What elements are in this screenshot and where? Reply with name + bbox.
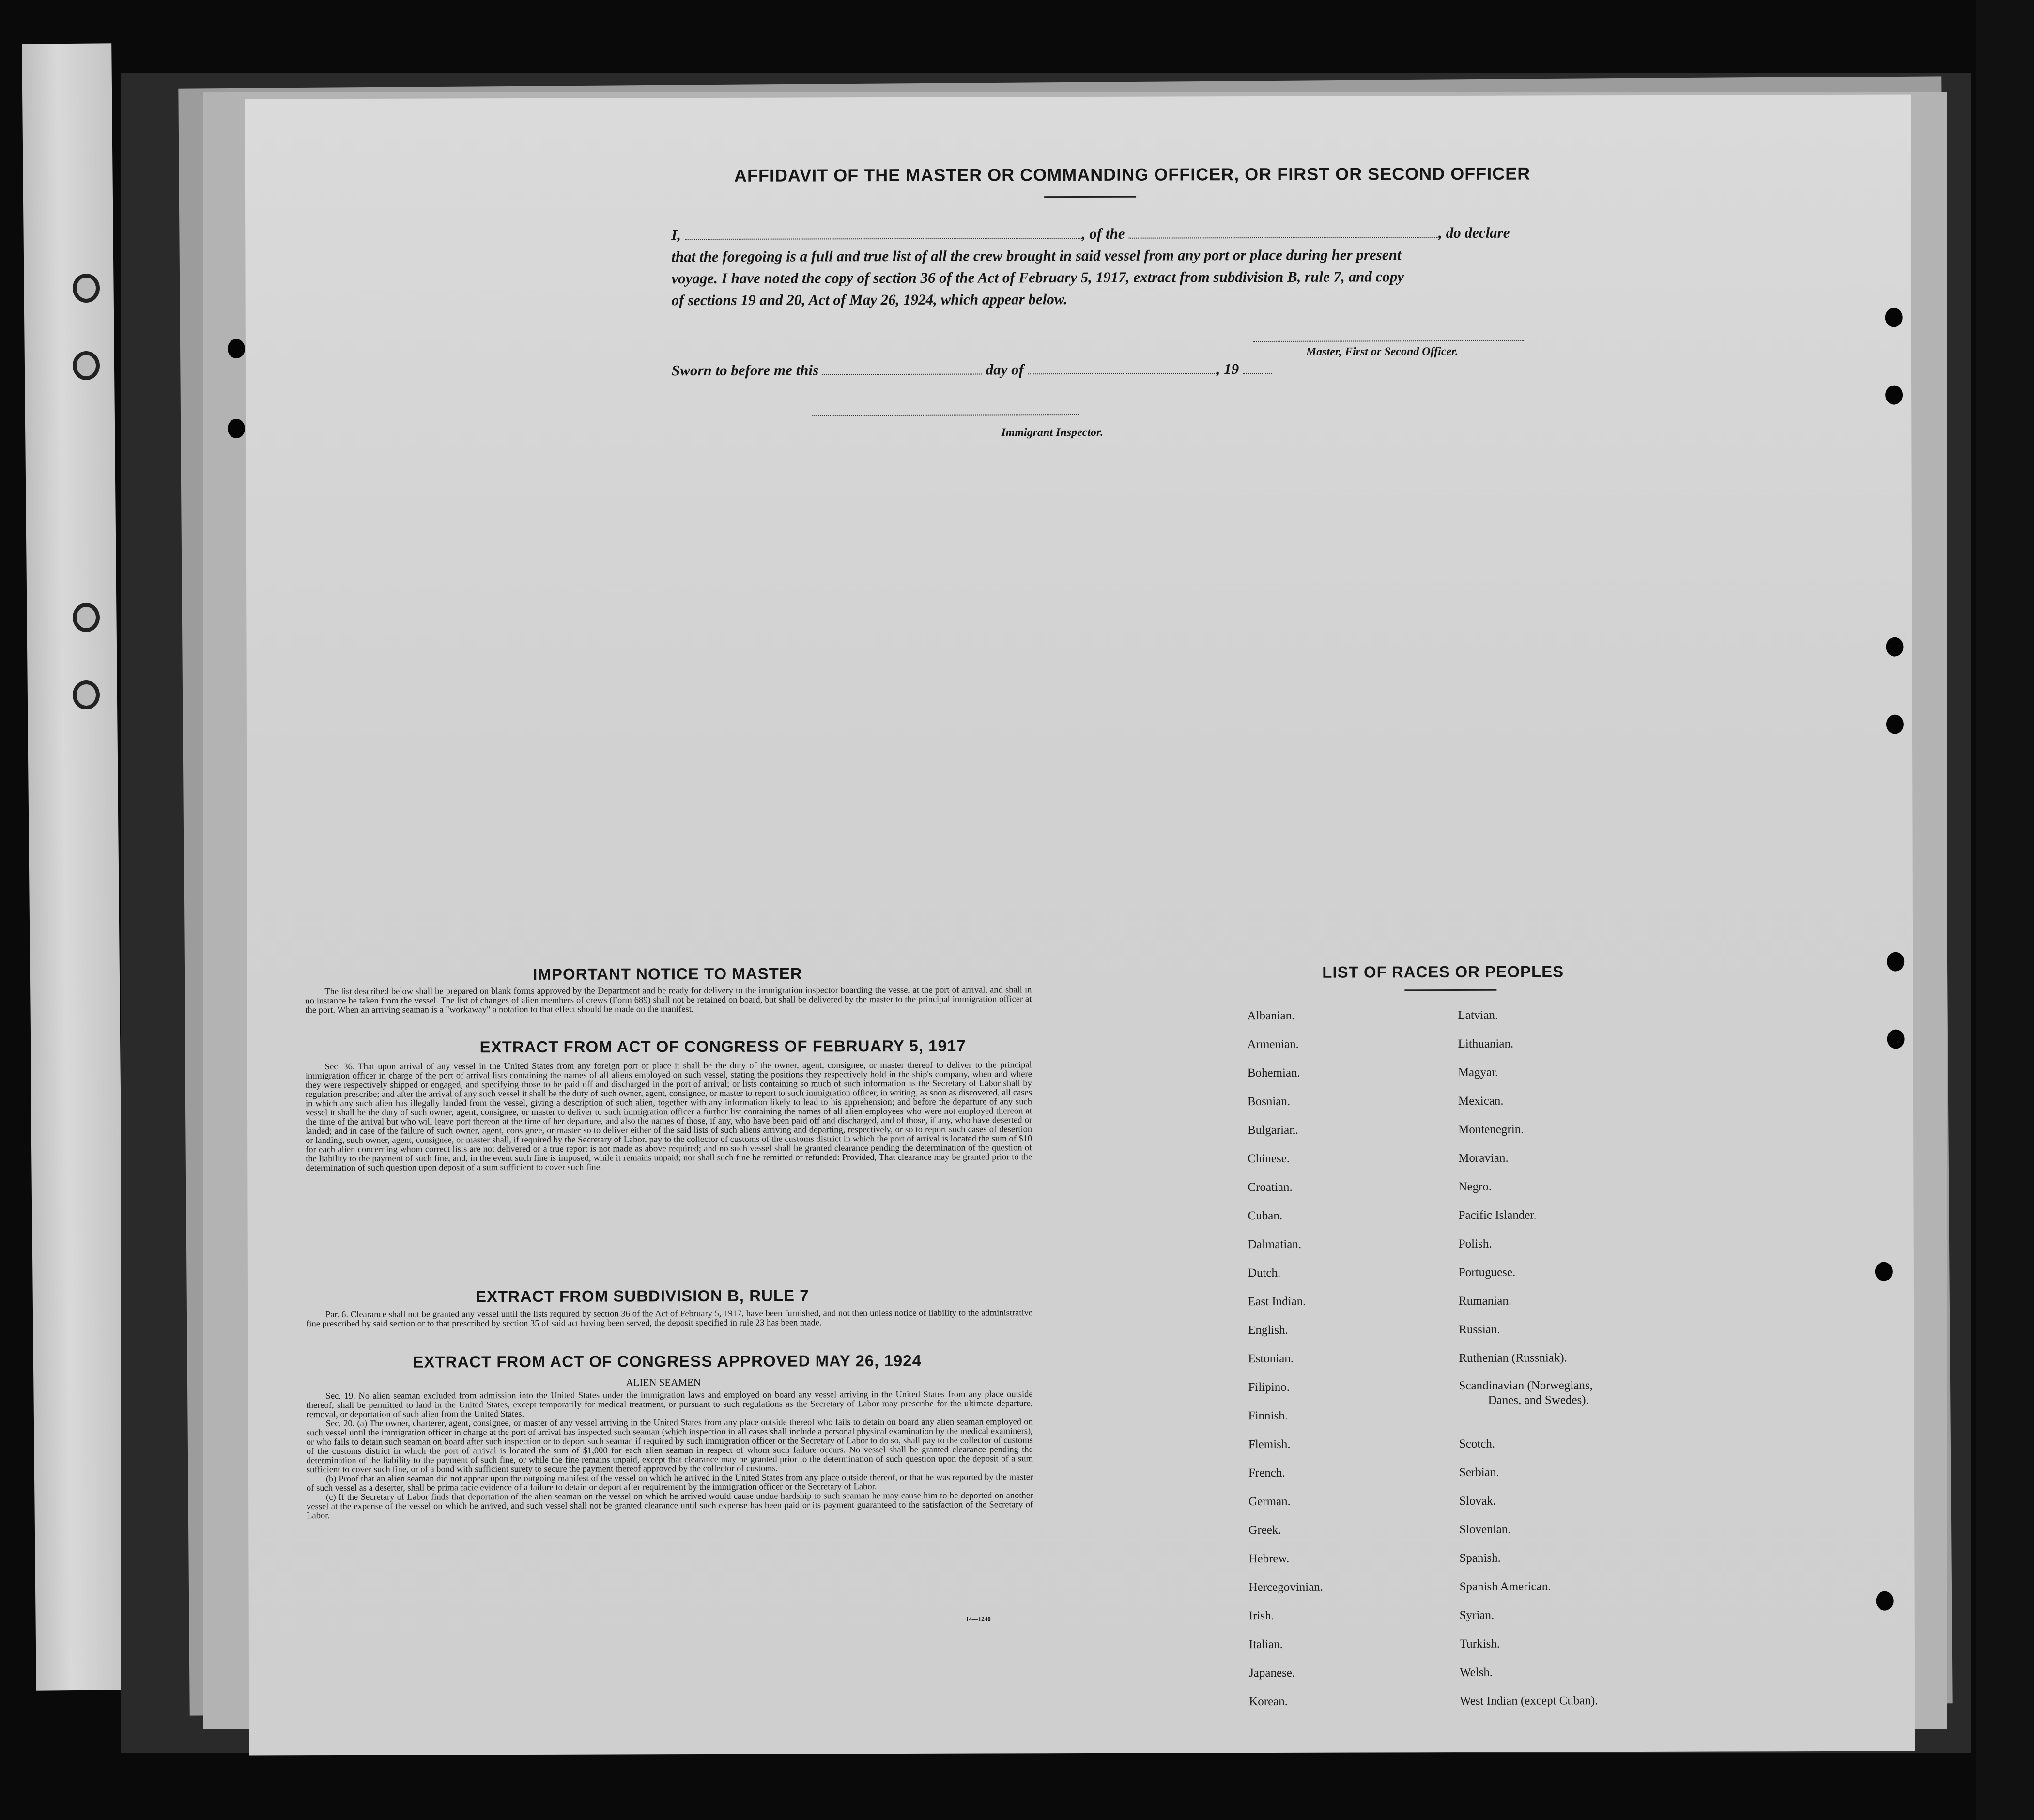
sworn-day-field[interactable] (822, 374, 982, 375)
punch-hole (73, 351, 100, 380)
affidavit-title: AFFIDAVIT OF THE MASTER OR COMMANDING OFFICER, OR FIRST OR SECOND OFFICER (734, 163, 1531, 185)
race-left: Irish. (1248, 1609, 1274, 1623)
punch-hole (73, 274, 100, 303)
race-right: Lithuanian. (1458, 1037, 1514, 1050)
race-left: Albanian. (1247, 1009, 1295, 1023)
punch-hole (228, 419, 245, 438)
race-right: West Indian (except Cuban). (1460, 1694, 1598, 1708)
extract-1924-title: EXTRACT FROM ACT OF CONGRESS APPROVED MAY 26, 1924 (413, 1351, 922, 1371)
race-right: Slovenian. (1459, 1523, 1511, 1536)
race-right-continuation: Danes, and Swedes). (1488, 1393, 1589, 1407)
crew-manifest-affidavit-page (245, 95, 1915, 1756)
sec20c-paragraph: (c) If the Secretary of Labor finds that deportation of the alien seaman on the vessel on which he arrived would cause undue hardship to such seaman he may cause him to be deported on another vessel at the expense of the vessel on which he arrived, and such vessel shall not be granted clearance until such expense has been paid or its payment guaranteed to the satisfaction of the Secretary of Labor. (307, 1491, 1033, 1521)
inspector-label: Immigrant Inspector. (1001, 426, 1104, 439)
sec20b-paragraph: (b) Proof that an alien seaman did not appear upon the outgoing manifest of the vessel on which he arrived in the United States from any place outside thereof, or that he was reported by the master of such vessel as a deserter, shall be prima facie evidence of a failure to detain or deport after requirement by the immigration officer or the Secretary of Labor. (307, 1472, 1033, 1494)
race-right: Syrian. (1459, 1608, 1495, 1622)
sworn-month-field[interactable] (1028, 373, 1217, 374)
sworn-year-field[interactable] (1243, 373, 1272, 374)
race-right: Spanish. (1459, 1551, 1501, 1565)
race-left: French. (1248, 1466, 1285, 1480)
race-right: Magyar. (1458, 1065, 1498, 1079)
race-right: Welsh. (1460, 1666, 1493, 1679)
races-title-rule (1404, 989, 1496, 991)
extract-1924-text (307, 1390, 1033, 1521)
sec36-paragraph: Sec. 36. That upon arrival of any vessel in the United States from any foreign port or place it shall be the duty of the owner, agent, consignee, or master thereof to deliver to the principal immigration officer in charge of the port of arrival lists containing the names of all aliens employed on such vessel, stating the positions they respectively hold in the ship's company, when and where they were respectively shipped or engaged, and specifying those to be paid off and discharged in the port of arrival; or lists containing so much of such information as the Secretary of Labor shall by regulation prescribe; and after the arrival of any such vessel it shall be the duty of such owner, agent, consignee, or master to report to such immigration officer, in writing, as soon as discovered, all cases in which any such alien has illegally landed from the vessel, giving a description of such alien, together with any information likely to lead to his apprehension; and before the departure of any such vessel it shall be the duty of such owner, agent, consignee, or master to deliver to such immigration officer a further list containing the names of all alien employees who were not employed thereon at the time of the arrival but who will leave port thereon at the time of her departure, and also the names of those, if any, who have been paid off and discharged, and of those, if any, who have deserted or landed; and in case of the failure of such owner, agent, consignee, or master so to deliver either of the said lists of such aliens arriving and departing, respectively, or so to report such cases of desertion or landing, such owner, agent, consignee, or master shall, if required by the Secretary of Labor, pay to the collector of customs of the customs district in which the port of arrival is located the sum of $10 for each alien concerning whom correct lists are not delivered or a true report is not made as above required; and no such vessel shall be granted clearance pending the determination of the question of the liability to the payment of such fine, and, in the event such fine is imposed, while it remains unpaid; nor shall such fine be remitted or refunded: Provided, That clearance may be granted prior to the determination of such question upon deposit of a sum sufficient to cover such fine. (305, 1060, 1032, 1173)
race-right: Ruthenian (Russniak). (1459, 1351, 1567, 1365)
notice-paragraph: The list described below shall be prepared on blank forms approved by the Department and be ready for delivery to the immigration inspector boarding the vessel at the port of arrival, and shall in no instance be taken from the vessel. The list of changes of alien members of crews (Form 689) shall not be retained on board, but shall be delivered by the master to the principal immigration officer at the port. When an arriving seaman is a "workaway" a notation to that effect should be made on the manifest. (305, 985, 1032, 1016)
punch-hole (1886, 715, 1904, 734)
affidavit-line-2: that the foregoing is a full and true list of all the crew brought in said vessel from any port or place during her present (671, 246, 1402, 265)
binder-right-edge (1976, 0, 2034, 1820)
notice-title: IMPORTANT NOTICE TO MASTER (533, 964, 802, 983)
race-left: Croatian. (1248, 1180, 1293, 1194)
race-right: Serbian. (1459, 1465, 1499, 1479)
inspector-signature-line[interactable] (812, 414, 1079, 416)
race-left: Italian. (1248, 1637, 1283, 1651)
race-right: Montenegrin. (1458, 1123, 1524, 1136)
sec20a-paragraph: Sec. 20. (a) The owner, charterer, agent, consignee, or master of any vessel arriving in the United States from any place outside thereof who fails to detain on board any alien seaman employed on such vessel until the immigration officer in charge at the port of arrival has inspected such seaman (which inspection in all cases shall include a personal physical examination by the medical examiners), or who fails to detain such seaman on board after such inspection or to deport such seaman if required by such immigration officer or the Secretary of Labor to do so, shall pay to the collector of customs of the customs district in which the port of arrival is located the sum of $1,000 for each alien seaman in respect of whom such failure occurs. No vessel shall be granted clearance pending the determination of the liability to the payment of such fine, or while the fine remains unpaid, except that clearance may be granted prior to the determination of such question upon the deposit of a sum sufficient to cover such fine, or of a bond with sufficient surety to secure the payment thereof approved by the collector of customs. (306, 1417, 1033, 1475)
race-right: Portuguese. (1458, 1265, 1516, 1279)
punch-hole (228, 339, 245, 358)
affidavit-line-3: voyage. I have noted the copy of section 36 of the Act of February 5, 1917, extract from subdivision B, rule 7, and copy (671, 268, 1404, 287)
race-left: Cuban. (1248, 1209, 1283, 1223)
race-right: Moravian. (1458, 1151, 1509, 1165)
race-left: Japanese. (1249, 1666, 1295, 1680)
punch-hole (73, 680, 100, 709)
race-right: Slovak. (1459, 1494, 1496, 1508)
race-left: Filipino. (1248, 1380, 1290, 1394)
punch-hole (1875, 1262, 1893, 1281)
extract-1917-title: EXTRACT FROM ACT OF CONGRESS OF FEBRUARY 5, 1917 (479, 1036, 966, 1056)
race-left: Bohemian. (1247, 1066, 1300, 1080)
extract-1917-text (306, 1061, 1032, 1173)
punch-hole (1887, 1030, 1905, 1049)
race-left: Greek. (1248, 1523, 1281, 1537)
punch-hole (1887, 952, 1904, 972)
race-left: Finnish. (1248, 1409, 1288, 1423)
race-right: Pacific Islander. (1458, 1208, 1537, 1222)
race-left: Dutch. (1248, 1266, 1281, 1280)
race-left: Estonian. (1248, 1352, 1294, 1366)
race-left: Chinese. (1248, 1152, 1290, 1166)
race-left: Armenian. (1247, 1037, 1299, 1051)
punch-hole (1885, 386, 1903, 405)
race-left: Flemish. (1248, 1437, 1291, 1451)
sworn-label: Sworn to before me this (671, 361, 819, 379)
race-right: Polish. (1458, 1237, 1492, 1250)
alien-seamen-subtitle: ALIEN SEAMEN (626, 1376, 701, 1388)
vessel-name-field[interactable] (1128, 237, 1438, 239)
affidavit-line-1 (671, 224, 1510, 244)
race-right: Scandinavian (Norwegians, (1459, 1379, 1593, 1392)
race-left: Hercegovinian. (1248, 1580, 1324, 1594)
form-number: 14—1240 (965, 1615, 991, 1623)
notice-text (305, 986, 1032, 1015)
master-signature-label: Master, First or Second Officer. (1306, 345, 1459, 358)
punch-hole (1876, 1591, 1894, 1611)
race-right: Mexican. (1458, 1094, 1504, 1108)
affidavit-i: I, (671, 226, 681, 244)
race-right: Negro. (1458, 1180, 1492, 1193)
punch-hole (1885, 308, 1903, 327)
race-left: German. (1248, 1495, 1291, 1509)
punch-hole (73, 603, 100, 632)
race-right: Scotch. (1459, 1437, 1495, 1450)
par6-paragraph: Par. 6. Clearance shall not be granted any vessel until the lists required by section 36 of the Act of February 5, 1917, have been furnished, and not then unless notice of liability to the administrative fine prescribed by said section or to that prescribed by section 35 of said act having been served, the deposit specified in rule 23 has been made. (306, 1308, 1033, 1329)
affidavit-do-declare: , do declare (1438, 224, 1510, 242)
race-left: Bosnian. (1247, 1095, 1291, 1109)
sworn-day-of: day of (986, 361, 1024, 378)
race-right: Russian. (1459, 1323, 1500, 1336)
extract-rule7-text (306, 1309, 1032, 1329)
extract-rule7-title: EXTRACT FROM SUBDIVISION B, RULE 7 (475, 1286, 809, 1306)
sworn-line (672, 360, 1272, 379)
affidavit-of-the: , of the (1081, 225, 1125, 242)
race-right: Latvian. (1458, 1008, 1498, 1022)
race-right: Spanish American. (1459, 1580, 1551, 1593)
affidavit-line-4: of sections 19 and 20, Act of May 26, 1924, which appear below. (671, 291, 1068, 309)
races-title: LIST OF RACES OR PEOPLES (1322, 962, 1564, 981)
master-name-field[interactable] (685, 238, 1082, 240)
race-right: Rumanian. (1459, 1294, 1512, 1308)
master-signature-line[interactable] (1253, 340, 1524, 342)
title-rule (1044, 196, 1136, 198)
race-left: Korean. (1249, 1695, 1288, 1709)
race-left: Hebrew. (1248, 1552, 1290, 1566)
race-left: Bulgarian. (1248, 1123, 1298, 1137)
sworn-year-label: , 19 (1216, 360, 1239, 378)
race-right: Turkish. (1459, 1637, 1500, 1650)
punch-hole (1886, 637, 1903, 657)
race-left: English. (1248, 1323, 1288, 1337)
sec19-paragraph: Sec. 19. No alien seaman excluded from admission into the United States under the immigration laws and employed on board any vessel arriving in the United States from any place outside thereof, shall be permitted to land in the United States, except temporarily for medical treatment, or pursuant to such regulations as the Secretary of Labor may prescribe for the ultimate departure, removal, or deportation of such alien from the United States. (306, 1389, 1033, 1420)
race-left: East Indian. (1248, 1295, 1306, 1309)
race-left: Dalmatian. (1248, 1237, 1302, 1251)
